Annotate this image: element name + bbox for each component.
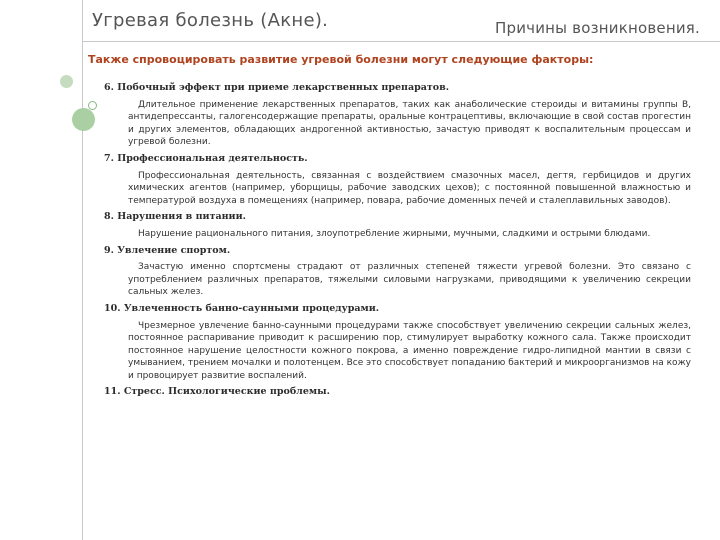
list-item xyxy=(104,386,691,399)
left-divider-line xyxy=(82,0,83,540)
list-item xyxy=(104,211,691,240)
factors-list xyxy=(104,82,691,403)
item-text: Нарушение рационального питания, злоупотребление жирными, мучными, сладкими и острыми блюдами. xyxy=(138,228,651,239)
item-text: Профессиональная деятельность, связанная с воздействием смазочных масел, дегтя, гербицидов и других химических агентов (например, уборщицы, рабочие заводских цехов); с постоянной повышенной влажностью и температурой воздуха в помещениях (например, повара, рабочие доменных печей и сталеплавильных заводов). xyxy=(128,170,691,206)
item-heading: 10. Увлеченность банно-саунными процедурами. xyxy=(104,302,380,314)
header-divider-line xyxy=(82,41,720,42)
list-item xyxy=(104,245,691,299)
item-heading: 7. Профессиональная деятельность. xyxy=(104,152,308,164)
list-item xyxy=(104,82,691,149)
item-heading: 8. Нарушения в питании. xyxy=(104,211,246,223)
list-item xyxy=(104,303,691,383)
intro-text: Также спровоцировать развитие угревой болезни могут следующие факторы: xyxy=(88,53,594,66)
slide-title: Угревая болезнь (Акне). xyxy=(92,10,329,31)
item-heading: 9. Увлечение спортом. xyxy=(104,244,231,256)
slide-subtitle: Причины возникновения. xyxy=(495,19,700,37)
item-heading: 6. Побочный эффект при приеме лекарственных препаратов. xyxy=(104,82,450,93)
list-item xyxy=(104,153,691,207)
item-text: Длительное применение лекарственных препаратов, таких как анаболические стероиды и витамины группы В, антидепрессанты, галогенсодержащие препараты, оральные контрацептивы, включающие в свой состав прогестин и других элементов, обладающих андрогенной активностью, зачастую приводят к воспалительным процессам и угревой болезни. xyxy=(128,99,691,148)
decorative-circle xyxy=(72,108,95,131)
item-heading: 11. Стресс. Психологические проблемы. xyxy=(104,386,330,398)
decorative-circle xyxy=(60,75,73,88)
item-text: Зачастую именно спортсмены страдают от различных степеней тяжести угревой болезни. Это связано с употреблением различных препаратов, тяжелыми силовыми нагрузками, приводящими к увеличению секреции сальных желез. xyxy=(128,262,691,298)
item-text: Чрезмерное увлечение банно-саунными процедурами также способствует увеличению секреции сальных желез, постоянное распаривание приводит к расширению пор, стимулирует выработку кожного сала. Также происходит постоянное нарушение целостности кожного покрова, а именно повреждение гидро-липидной мантии в связи с умыванием, трением мочалки и полотенцем. Все это способствует попаданию бактерий и микроорганизмов на кожу и провоцирует развитие воспалений. xyxy=(128,320,691,381)
